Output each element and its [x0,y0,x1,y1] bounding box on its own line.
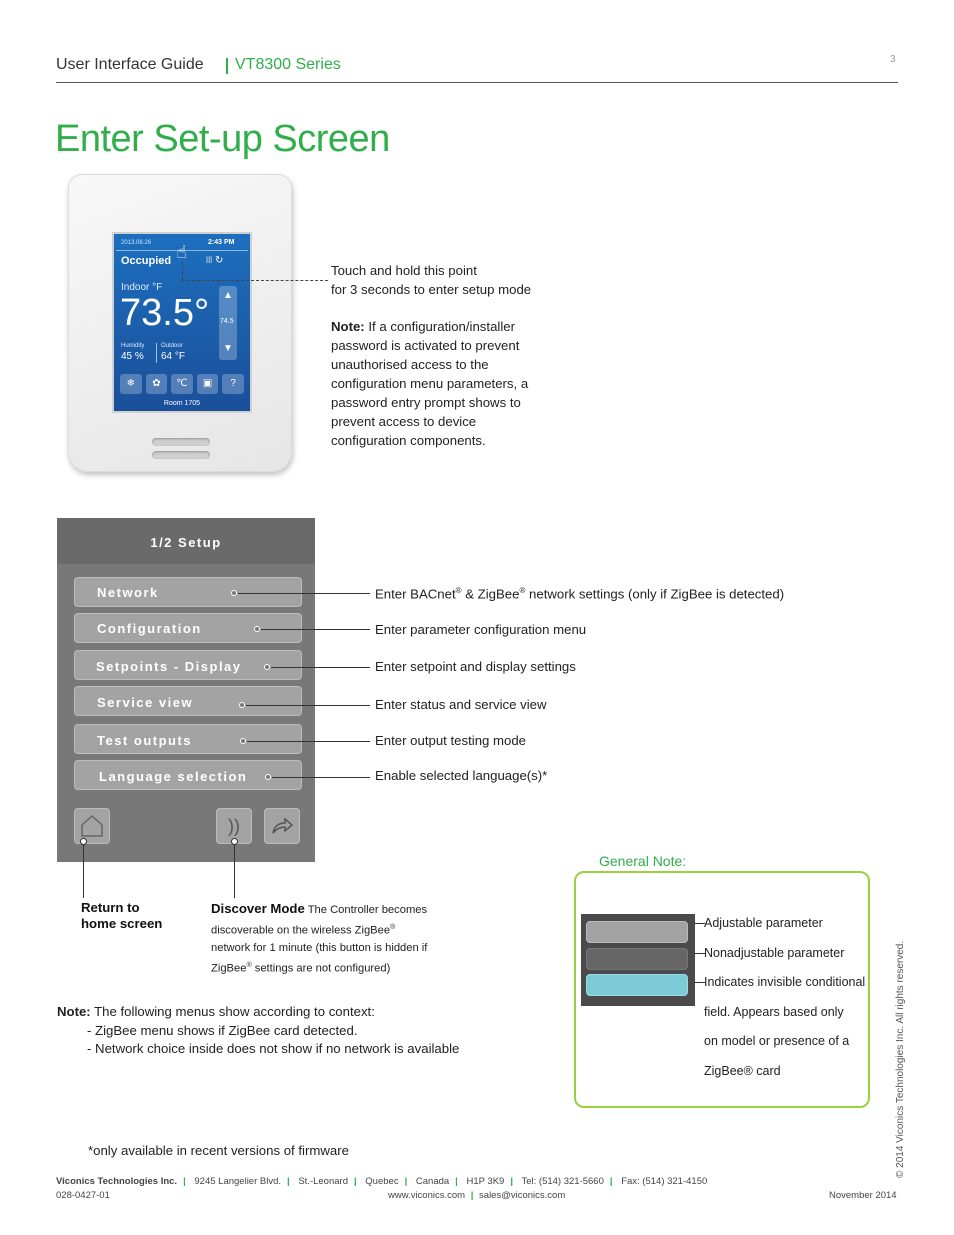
legend-invisible: field. Appears based only [704,1005,844,1019]
swatch-nonadjustable [586,948,688,970]
menu-desc-service: Enter status and service view [375,697,547,712]
menu-item-network[interactable] [74,577,302,607]
context-note: Note: The following menus show according to context: - ZigBee menu shows if ZigBee card detected. - Network choice inside does not show if no network is available [57,1004,460,1056]
swatch-invisible [586,974,688,996]
legend-invisible: Indicates invisible conditional [704,975,866,989]
heat-icon: ⧘⧘⧘ ↻ [206,255,224,266]
footer-web-link[interactable]: www.viconics.com [388,1190,466,1201]
callout-dashed-line [182,280,328,281]
discover-mode-description: Discover Mode The Controller becomes discoverable on the wireless ZigBee® network for 1 minute (this button is hidden if ZigBee® settings are not configured) [211,901,428,975]
setup-menu-title: 1/2 Setup [150,535,222,550]
callout-dot [231,838,238,845]
screen-sep [156,343,157,363]
footer-email-link[interactable]: sales@viconics.com [479,1190,566,1201]
header-series: VT8300 Series [235,56,341,73]
back-button[interactable] [264,808,300,844]
leader-line [238,593,370,594]
menu-desc-network: Enter BACnet® & ZigBee® network settings (only if ZigBee is detected) [375,586,785,602]
menu-item-dot [239,702,245,708]
menu-item-service-view[interactable] [74,686,302,716]
message-icon: ▣ [197,374,219,394]
menu-item-label: Service view [97,695,194,710]
hand-pointer-icon[interactable]: ☝ [176,242,187,262]
callout-line [234,845,235,898]
menu-item-label: Configuration [97,621,202,636]
leader-line [271,667,370,668]
screen-outdoor-label: Outdoor [161,343,183,349]
units-icon: ℃ [171,374,193,394]
screen-room: Room 1705 [163,400,201,407]
menu-desc-test: Enter output testing mode [375,733,527,748]
menu-item-label: Setpoints - Display [96,659,242,674]
header-rule [56,82,898,83]
device-vent [152,451,210,459]
legend-nonadjustable: Nonadjustable parameter [704,946,845,960]
screen-date: 2013.08.26 [121,240,152,246]
page-number: 3 [890,54,896,65]
home-button[interactable] [74,808,110,844]
footer-contact: www.viconics.com | sales@viconics.com [388,1190,566,1201]
screen-setpoint: 74.5 [220,318,234,325]
menu-item-dot [264,664,270,670]
firmware-note: *only available in recent versions of firmware [88,1143,349,1158]
menu-desc-configuration: Enter parameter configuration menu [375,622,587,637]
screen-humidity-label: Humidity [121,343,145,349]
menu-item-label: Network [97,585,159,600]
general-note-title: General Note: [599,853,687,869]
legend-invisible: ZigBee® card [704,1064,781,1078]
help-icon: ? [222,374,244,394]
footer-address: Viconics Technologies Inc. | 9245 Langelier Blvd. | St.-Leonard | Quebec | Canada | H1P 3K9 | Tel: (514) 321-5660 | Fax: (514) 321-4150 [56,1176,708,1187]
menu-item-dot [231,590,237,596]
wireless-icon: )) [228,816,240,836]
copyright-notice: © 2014 Viconics Technologies Inc. All rights reserved. [895,940,906,1178]
chevron-up-icon: ▲ [223,290,233,301]
screen-indoor-label: Indoor °F [121,282,163,293]
callout-dashed-line [182,262,183,280]
fan-icon: ✿ [146,374,168,394]
touch-instruction: Touch and hold this point for 3 seconds to enter setup mode [331,263,532,297]
home-icon [79,813,105,839]
password-note: Note: If a configuration/installer password is activated to prevent unauthorised access to the configuration menu parameters, a password entry prompt shows to prevent access to device configuration components. [331,319,529,448]
legend-invisible: on model or presence of a [704,1034,850,1048]
callout-dot [80,838,87,845]
menu-item-label: Test outputs [97,733,193,748]
leader-line [246,705,370,706]
screen-time: 2:43 PM [208,239,235,246]
leader-line [261,629,370,630]
menu-item-configuration[interactable] [74,613,302,643]
legend-adjustable: Adjustable parameter [704,916,823,930]
menu-desc-language: Enable selected language(s)* [375,768,548,783]
return-arrow-icon [269,813,295,839]
device-vent [152,438,210,446]
footer-doc-number: 028-0427-01 [56,1190,110,1201]
screen-humidity-value: 45 % [121,351,144,362]
callout-line [83,845,84,898]
screen-temperature: 73.5° [120,292,210,334]
leader-line [272,777,370,778]
header-guide-title: User Interface Guide [56,56,204,73]
chevron-down-icon: ▼ [223,343,233,354]
return-home-label: Return to home screen [81,900,163,931]
swatch-adjustable [586,921,688,943]
leader-line [247,741,370,742]
menu-desc-setpoints: Enter setpoint and display settings [375,659,576,674]
menu-item-dot [265,774,271,780]
snowflake-icon: ❄ [120,374,142,394]
footer-date: November 2014 [829,1190,897,1201]
header-divider [226,58,228,74]
menu-item-test-outputs[interactable] [74,724,302,754]
menu-item-label: Language selection [99,769,248,784]
screen-button-row [120,374,244,394]
menu-item-dot [240,738,246,744]
page-title: Enter Set-up Screen [55,118,390,160]
menu-item-dot [254,626,260,632]
screen-outdoor-value: 64 °F [161,351,186,362]
screen-occupancy: Occupied [121,255,172,267]
